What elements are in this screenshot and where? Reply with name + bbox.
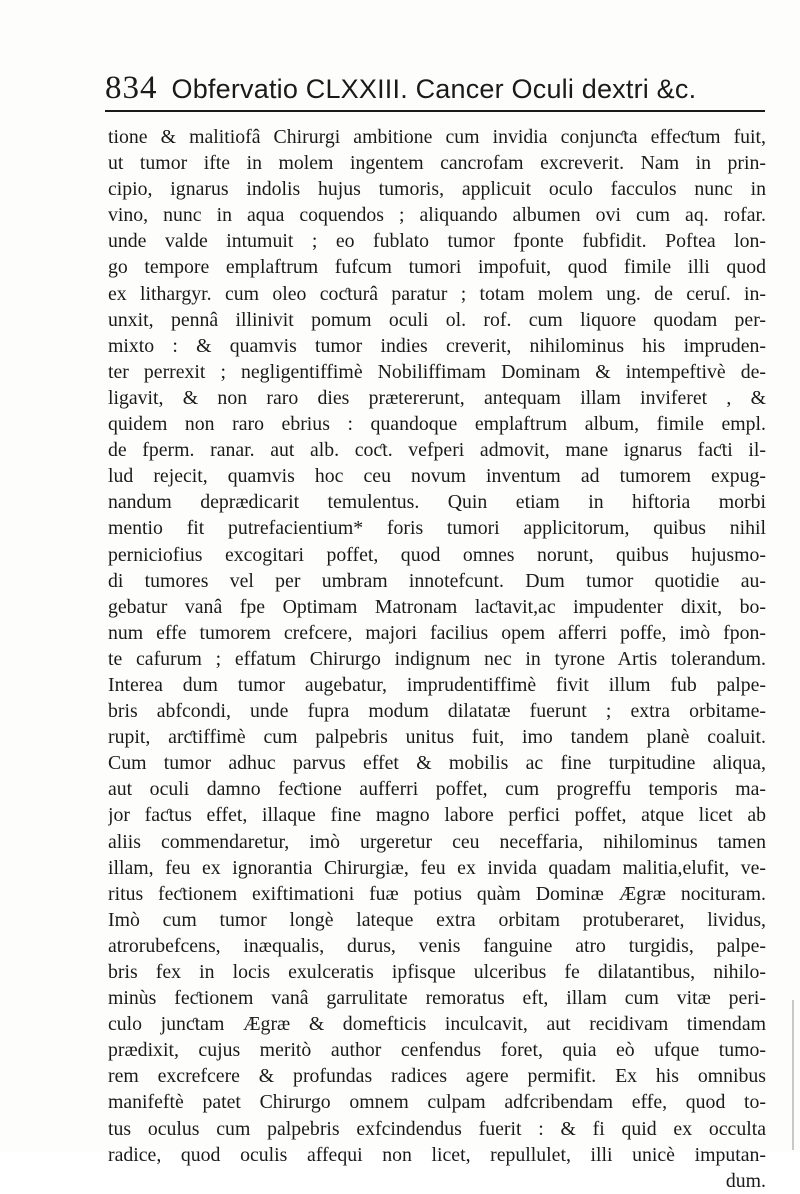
text-line: jor faƈtus effet, illaque fine magno labore perfici poffet, atque licet ab xyxy=(108,804,766,827)
text-line: ligavit, & non raro dies prætererunt, antequam illam inviferet , & xyxy=(108,386,766,409)
text-line: ritus feƈtionem exiftimationi fuæ potius quàm Dominæ Ægræ nocituram. xyxy=(108,882,766,905)
text-line: prædixit, cujus meritò author cenfendus foret, quia eò ufque tumo- xyxy=(108,1039,766,1062)
text-line: aut oculi damno feƈtione aufferri poffet, cum progreffu temporis ma- xyxy=(108,778,766,801)
text-line: mentio fit putrefacientium* foris tumori applicitorum, quibus nihil xyxy=(108,517,766,540)
body-text xyxy=(108,124,766,1194)
text-line: vino, nunc in aqua coquendos ; aliquando albumen ovi cum aq. rofar. xyxy=(108,204,766,227)
text-line: ex lithargyr. cum oleo coƈturâ paratur ; totam molem ung. de ceruſ. in- xyxy=(108,282,766,305)
text-line: perniciofius excogitari poffet, quod omnes norunt, quibus hujusmo- xyxy=(108,543,766,566)
text-line: tus oculus cum palpebris exfcindendus fuerit : & fi quid ex occulta xyxy=(108,1117,766,1140)
text-line: ut tumor ifte in molem ingentem cancrofam excreverit. Nam in prin- xyxy=(108,152,766,175)
text-line: gebatur vanâ fpe Optimam Matronam laƈtavit,ac impudenter dixit, bo- xyxy=(108,595,766,618)
text-line: num effe tumorem crefcere, majori facilius opem afferri poffe, imò fpon- xyxy=(108,621,766,644)
page-number: 834 xyxy=(105,70,158,106)
text-line: bris fex in locis exulceratis ipfisque ulceribus fe dilatantibus, nihilo- xyxy=(108,961,766,983)
running-title: Obfervatio CLXXIII. Cancer Oculi dextri &c. xyxy=(171,74,697,104)
text-line: atrorubefcens, inæqualis, durus, venis fanguine atro turgidis, palpe- xyxy=(108,934,766,957)
text-line: unde valde intumuit ; eo fublato tumor fponte fubfidit. Poftea lon- xyxy=(108,230,766,253)
text-line: di tumores vel per umbram innotefcunt. Dum tumor quotidie au- xyxy=(108,569,766,592)
text-line: quidem non raro ebrius : quandoque emplaftrum album, fimile empl. xyxy=(108,413,766,436)
text-line: ter perrexit ; negligentiffimè Nobiliffimam Dominam & intempeftivè de- xyxy=(108,360,766,383)
running-head xyxy=(105,70,765,112)
page-edge-shadow xyxy=(792,1000,794,1150)
text-line: radice, quod oculis affequi non licet, repullulet, illi unicè imputan- xyxy=(108,1143,766,1166)
text-line: rem excrefcere & profundas radices agere permifit. Ex his omnibus xyxy=(108,1065,766,1088)
text-line: cipio, ignarus indolis hujus tumoris, applicuit oculo facculos nunc in xyxy=(108,178,766,201)
text-line: aliis commendaretur, imò urgeretur ceu neceffaria, nihilominus tamen xyxy=(108,830,766,853)
text-line: mixto : & quamvis tumor indies creverit, nihilominus his impruden- xyxy=(108,334,766,357)
text-line: nandum deprædicarit temulentus. Quin etiam in hiftoria morbi xyxy=(108,491,766,514)
text-line: bris abfcondi, unde fupra modum dilatatæ fuerunt ; extra orbitame- xyxy=(108,700,766,723)
text-line: tione & malitiofâ Chirurgi ambitione cum invidia conjunƈta effeƈtum fuit, xyxy=(108,126,766,148)
text-line: lud rejecit, quamvis hoc ceu novum inventum ad tumorem expug- xyxy=(108,465,766,488)
text-line: minùs feƈtionem vanâ garrulitate remoratus eft, illam cum vitæ peri- xyxy=(108,987,766,1010)
text-line: de fperm. ranar. aut alb. coƈt. vefperi admovit, mane ignarus faƈti il- xyxy=(108,439,766,462)
text-line: Interea dum tumor augebatur, imprudentiffimè fivit illum fub palpe- xyxy=(108,673,766,696)
text-line: Cum tumor adhuc parvus effet & mobilis ac fine turpitudine aliqua, xyxy=(108,752,766,775)
text-line: unxit, pennâ illinivit pomum oculi ol. rof. cum liquore quodam per- xyxy=(108,308,766,331)
catchword-line: dum. xyxy=(725,1169,766,1192)
text-line: rupit, arƈtiffimè cum palpebris unitus fuit, imo tandem planè coaluit. xyxy=(108,726,766,749)
text-line: culo junƈtam Ægræ & domefticis inculcavit, aut recidivam timendam xyxy=(108,1013,766,1036)
text-line: go tempore emplaftrum fufcum tumori impofuit, quod fimile illi quod xyxy=(108,256,766,279)
text-line: manifeftè patet Chirurgo omnem culpam adfcribendam effe, quod to- xyxy=(108,1091,766,1114)
text-line: te cafurum ; effatum Chirurgo indignum nec in tyrone Artis tolerandum. xyxy=(108,647,766,670)
text-line: Imò cum tumor longè lateque extra orbitam protuberaret, lividus, xyxy=(108,908,766,931)
text-line: illam, feu ex ignorantia Chirurgiæ, feu ex invida quadam malitia,elufit, ve- xyxy=(108,856,766,879)
